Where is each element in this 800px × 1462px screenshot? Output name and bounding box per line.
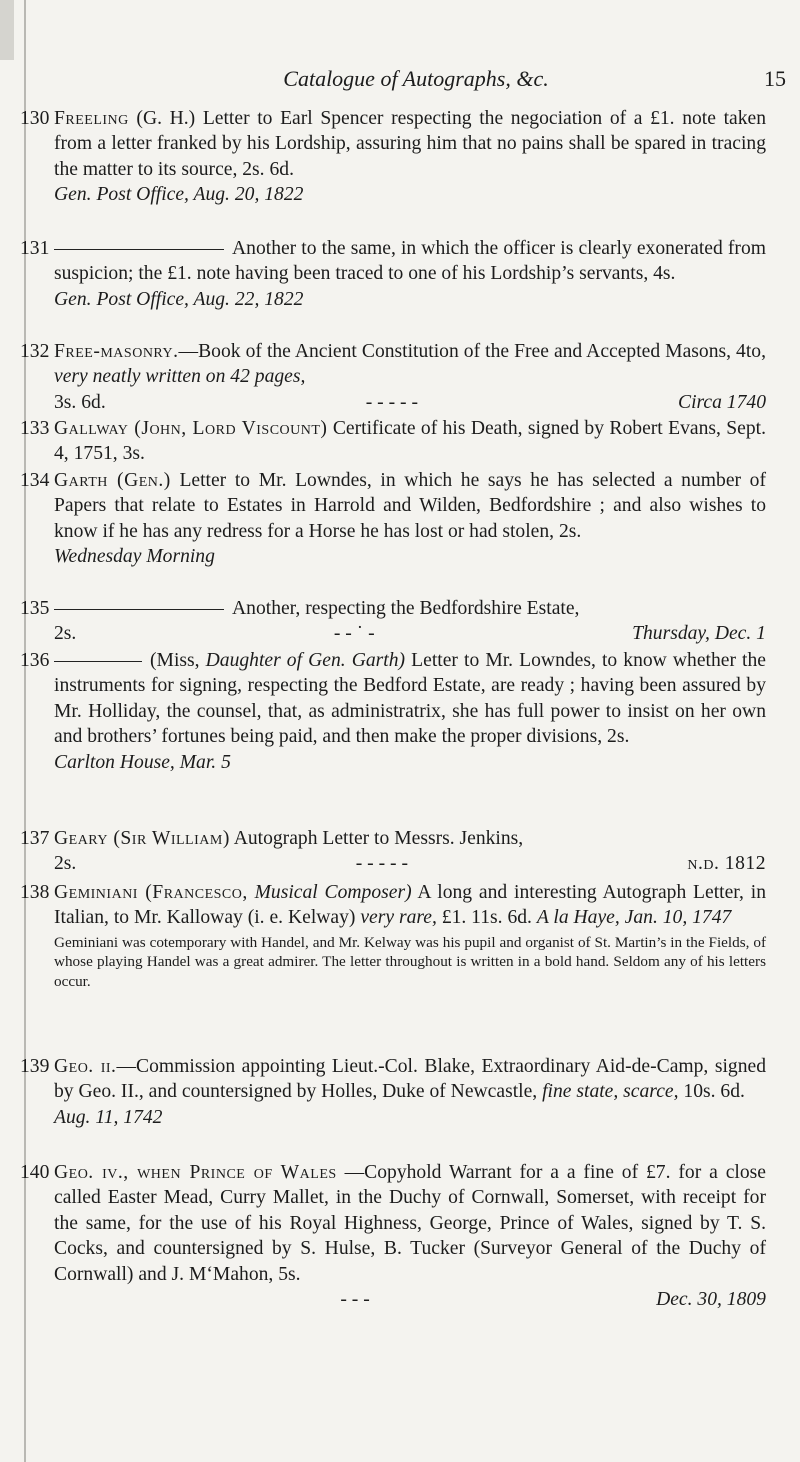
entry-description: Autograph Letter to Messrs. Jenkins,: [233, 828, 524, 849]
entry-number: 135: [20, 598, 50, 619]
entry-name: Geo. iv., when Prince of Wales: [54, 1162, 337, 1183]
entry-name: Geary (Sir William): [54, 828, 230, 849]
catalogue-entry: [20, 648, 766, 775]
entry-condition: very rare,: [360, 907, 437, 929]
entry-description: Another to the same, in which the officer is clearly exonerated from suspicion; the £1. note having been traced to one of his Lordship’s servants, 4s.: [54, 238, 766, 285]
catalogue-entry: [20, 106, 766, 208]
entry-name: Geo. ii.: [54, 1056, 117, 1077]
entry-price: 3s. 6d.: [54, 391, 106, 413]
entry-name: Garth (Gen.): [54, 470, 171, 491]
entry-description: A long and interesting Autograph Letter, in Italian, to Mr. Kalloway (i. e. Kelway): [54, 882, 766, 929]
catalogue-entry: [20, 236, 766, 312]
entry-name: Gallway (John, Lord Viscount): [54, 418, 328, 439]
entry-date: Carlton House, Mar. 5: [54, 751, 231, 773]
ditto-rule: [54, 609, 224, 610]
running-header: Catalogue of Autographs, &c.: [283, 66, 549, 91]
leader-dashes: - - - - -: [365, 391, 418, 413]
entry-name: Geminiani (Francesco,: [54, 882, 248, 903]
entry-price: 2s.: [54, 853, 77, 875]
leader-dashes: - - - - -: [355, 853, 408, 875]
entry-date: Thursday, Dec. 1: [632, 623, 766, 645]
entry-number: 136: [20, 650, 50, 671]
entry-date: Wednesday Morning: [54, 546, 215, 568]
entry-note-text: Geminiani was cotemporary with Handel, and Mr. Kelway was his pupil and organist of St. Martin’s in the Fields, of whose playing Handel was a great admirer. The letter throughout is written in a bold hand. Seldom any of his letters occur.: [54, 933, 766, 990]
entry-name-italic: Daughter of Gen. Garth): [205, 650, 406, 671]
entry-number: 139: [20, 1056, 50, 1077]
catalogue-entry: [20, 416, 766, 467]
entry-name: Free-masonry.: [54, 341, 179, 362]
entry-price: 2s.: [54, 623, 77, 645]
entry-name-italic: Musical Composer): [254, 882, 412, 903]
entry-date: A la Haye, Jan. 10, 1747: [536, 907, 732, 929]
entry-number: 137: [20, 828, 50, 849]
entry-number: 133: [20, 418, 50, 439]
catalogue-entry: [20, 468, 766, 570]
leader-dashes: - - -: [340, 1289, 370, 1311]
entry-name: Freeling: [54, 108, 129, 129]
entry-description: Another, respecting the Bedfordshire Estate,: [232, 598, 580, 619]
entry-number: 138: [20, 882, 50, 903]
entry-condition: fine state, scarce,: [542, 1081, 679, 1103]
page-number: 15: [764, 66, 786, 91]
catalogue-entry: [20, 880, 766, 992]
entry-date: Gen. Post Office, Aug. 22, 1822: [54, 288, 304, 310]
ditto-rule: [54, 661, 142, 662]
entry-description: —Copyhold Warrant for a a fine of £7. for a close called Easter Mead, Curry Mallet, in the Duchy of Cornwall, Somerset, with receipt for the same, for the use of his Royal Highness, George, Prince of Wales, signed by T. S. Cocks, and countersigned by S. Hulse, B. Tucker (Surveyor General of the Duchy of Cornwall) and J. M‘Mahon, 5s.: [54, 1162, 766, 1285]
ditto-rule: [54, 249, 224, 250]
catalogue-entry: [20, 1054, 766, 1130]
binding-shadow: [0, 0, 14, 60]
entry-description: Letter to Mr. Lowndes, in which he says he has selected a number of Papers that relate to Estates in Harrold and Wilden, Bedfordshire ; and also wishes to know if he has any redress for a Horse he has lost or had stolen, 2s.: [54, 470, 766, 542]
entry-number: 131: [20, 238, 50, 259]
page-edge-line: [24, 0, 26, 1462]
entry-note: [54, 933, 766, 992]
catalogue-entry: [20, 826, 766, 877]
entry-date: n.d. 1812: [687, 853, 766, 875]
entry-date: Dec. 30, 1809: [656, 1289, 766, 1311]
entry-date: Aug. 11, 1742: [54, 1106, 163, 1128]
leader-dashes: - - ˙ -: [333, 623, 375, 645]
entry-price: 10s. 6d.: [683, 1081, 745, 1103]
entry-name: (Miss,: [150, 650, 200, 671]
catalogue-entry: [20, 1160, 766, 1312]
entry-description: Certificate of his Death, signed by Robert Evans, Sept. 4, 1751, 3s.: [54, 418, 766, 465]
entry-number: 130: [20, 108, 50, 129]
catalogue-entry: [20, 339, 766, 415]
catalogue-entry: [20, 596, 766, 647]
entry-description: (G. H.) Letter to Earl Spencer respecting the negociation of a £1. note taken from a letter franked by his Lordship, assuring him that no pains shall be spared in tracing the matter to its source, 2s. 6d.: [54, 108, 766, 180]
entry-condition: very neatly written on 42 pages,: [54, 366, 306, 388]
entry-number: 140: [20, 1162, 50, 1183]
entry-price: £1. 11s. 6d.: [441, 907, 532, 929]
entry-number: 134: [20, 470, 50, 491]
entry-description: —Book of the Ancient Constitution of the Free and Accepted Masons, 4to,: [178, 341, 766, 362]
entry-date: Circa 1740: [678, 391, 766, 413]
entry-date: Gen. Post Office, Aug. 20, 1822: [54, 184, 304, 206]
entry-number: 132: [20, 341, 50, 362]
entry-description: Letter to Mr. Lowndes, to know whether the instruments for signing, respecting the Bedford Estate, are ready ; having been assured by Mr. Holliday, the counsel, that, as administratrix, she has full power to insist on her own and brothers’ fortunes being paid, and then make the proper divisions, 2s.: [54, 650, 766, 748]
entry-description: —Commission appointing Lieut.-Col. Blake, Extraordinary Aid-de-Camp, signed by Geo. II., and countersigned by Holles, Duke of Newcastle,: [54, 1056, 766, 1103]
